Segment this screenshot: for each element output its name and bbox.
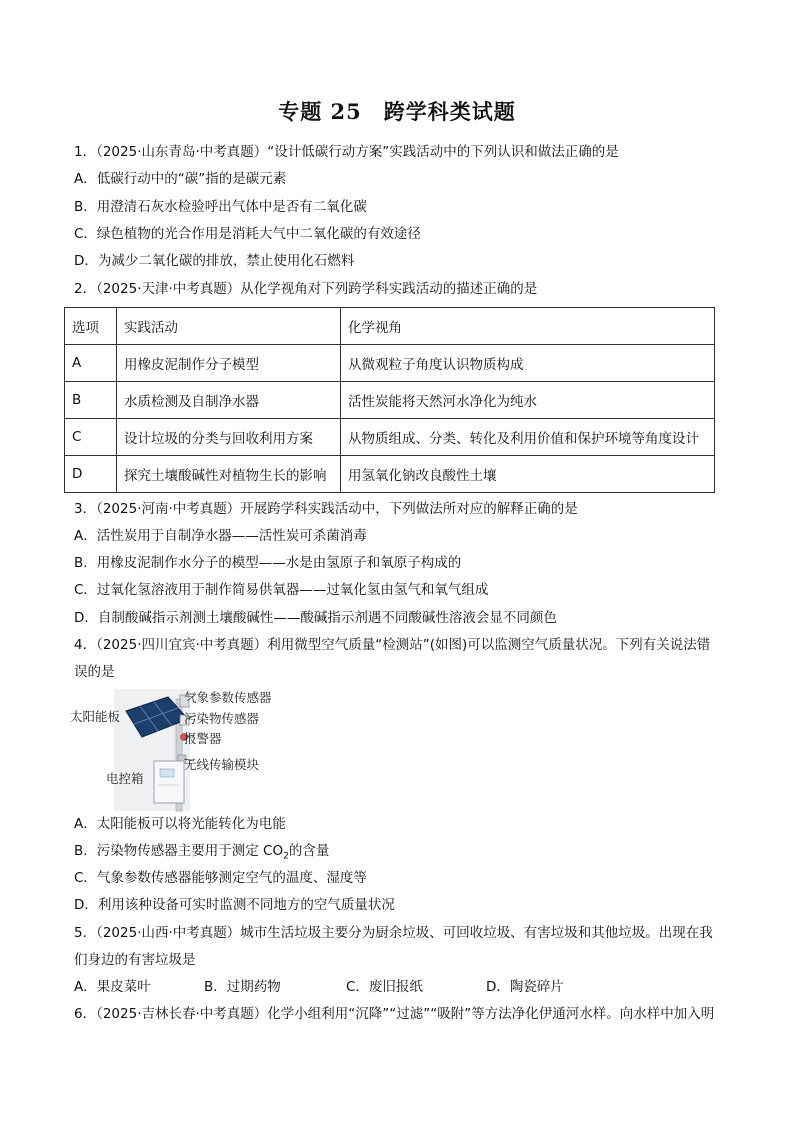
q4-stem-line-1: 4．（2025·四川宜宾·中考真题）利用微型空气质量“检测站”(如图)可以监测空气质量状况。下列有关说法错	[74, 637, 711, 653]
table-cell: 水质检测及自制净水器	[117, 382, 341, 419]
table-cell: C	[65, 419, 117, 456]
q2-stem: 2．（2025·天津·中考真题）从化学视角对下列跨学科实践活动的描述正确的是	[74, 281, 538, 297]
q4-option-b-text: B．污染物传感器主要用于测定 CO	[74, 843, 284, 859]
table-cell: 用氢氧化钠改良酸性土壤	[341, 456, 715, 493]
q3-stem: 3．（2025·河南·中考真题）开展跨学科实践活动中，下列做法所对应的解释正确的是	[74, 501, 578, 517]
q5-option-c: C．废旧报纸	[346, 979, 423, 995]
q4-option-b-subscript: 2	[283, 851, 289, 862]
page-title: 专题 25 跨学科类试题	[278, 99, 516, 124]
q5-option-d: D．陶瓷碎片	[486, 979, 564, 995]
q1-option-c: C．绿色植物的光合作用是消耗大气中二氧化碳的有效途径	[74, 226, 421, 242]
q5-option-a: A．果皮菜叶	[74, 979, 151, 995]
table-cell: 设计垃圾的分类与回收利用方案	[117, 419, 341, 456]
q6-stem: 6．（2025·吉林长春·中考真题）化学小组利用“沉降”“过滤”“吸附”等方法净化伊通河水样。向水样中加入明	[74, 1006, 715, 1022]
control-box-shape	[154, 761, 184, 803]
table-cell: 探究土壤酸碱性对植物生长的影响	[117, 456, 341, 493]
q1-option-d: D．为减少二氧化碳的排放，禁止使用化石燃料	[74, 253, 355, 269]
table-cell: 活性炭能将天然河水净化为纯水	[341, 382, 715, 419]
label-pollutant-sensor: 污染物传感器	[184, 711, 260, 726]
q4-option-b-suffix: 的含量	[288, 843, 330, 859]
q2-options-table	[64, 307, 715, 493]
table-header-cell: 实践活动	[117, 308, 341, 345]
q1-stem: 1．（2025·山东青岛·中考真题）“设计低碳行动方案”实践活动中的下列认识和做法正确的是	[74, 144, 619, 160]
label-wireless-module: 无线传输模块	[184, 757, 260, 772]
label-weather-sensor: 气象参数传感器	[184, 690, 272, 705]
table-cell: A	[65, 345, 117, 382]
q5-option-b: B．过期药物	[204, 979, 281, 995]
table-cell: 用橡皮泥制作分子模型	[117, 345, 341, 382]
q1-option-a: A．低碳行动中的“碳”指的是碳元素	[74, 171, 287, 187]
table-cell: 从物质组成、分类、转化及利用价值和保护环境等角度设计	[341, 419, 715, 456]
table-header-cell: 选项	[65, 308, 117, 345]
table-row	[65, 345, 715, 382]
label-solar-panel: 太阳能板	[70, 709, 121, 724]
q4-stem-line-2: 误的是	[74, 664, 115, 680]
table-header-row	[65, 308, 715, 345]
label-alarm: 报警器	[184, 731, 222, 746]
q5-stem-line-1: 5．（2025·山西·中考真题）城市生活垃圾主要分为厨余垃圾、可回收垃圾、有害垃圾和其他垃圾。出现在我	[74, 925, 713, 941]
q3-option-a: A．活性炭用于自制净水器——活性炭可杀菌消毒	[74, 528, 367, 544]
table-row	[65, 419, 715, 456]
label-control-box: 电控箱	[106, 771, 144, 786]
table-cell: 从微观粒子角度认识物质构成	[341, 345, 715, 382]
q4-option-d: D．利用该种设备可实时监测不同地方的空气质量状况	[74, 897, 395, 913]
table-header-cell: 化学视角	[341, 308, 715, 345]
q4-option-c: C．气象参数传感器能够测定空气的温度、湿度等	[74, 870, 367, 886]
table-row	[65, 456, 715, 493]
table-cell: D	[65, 456, 117, 493]
air-monitor-station-figure	[70, 685, 290, 815]
q4-option-b	[74, 842, 329, 866]
q1-option-b: B．用澄清石灰水检验呼出气体中是否有二氧化碳	[74, 199, 367, 215]
table-cell: B	[65, 382, 117, 419]
q4-option-a: A．太阳能板可以将光能转化为电能	[74, 816, 286, 832]
q3-option-b: B．用橡皮泥制作水分子的模型——水是由氢原子和氧原子构成的	[74, 555, 462, 571]
q3-option-c: C．过氧化氢溶液用于制作简易供氧器——过氧化氢由氢气和氧气组成	[74, 582, 489, 598]
q3-option-d: D．自制酸碱指示剂测土壤酸碱性——酸碱指示剂遇不同酸碱性溶液会显不同颜色	[74, 610, 557, 626]
q5-stem-line-2: 们身边的有害垃圾是	[74, 952, 196, 968]
table-row	[65, 382, 715, 419]
